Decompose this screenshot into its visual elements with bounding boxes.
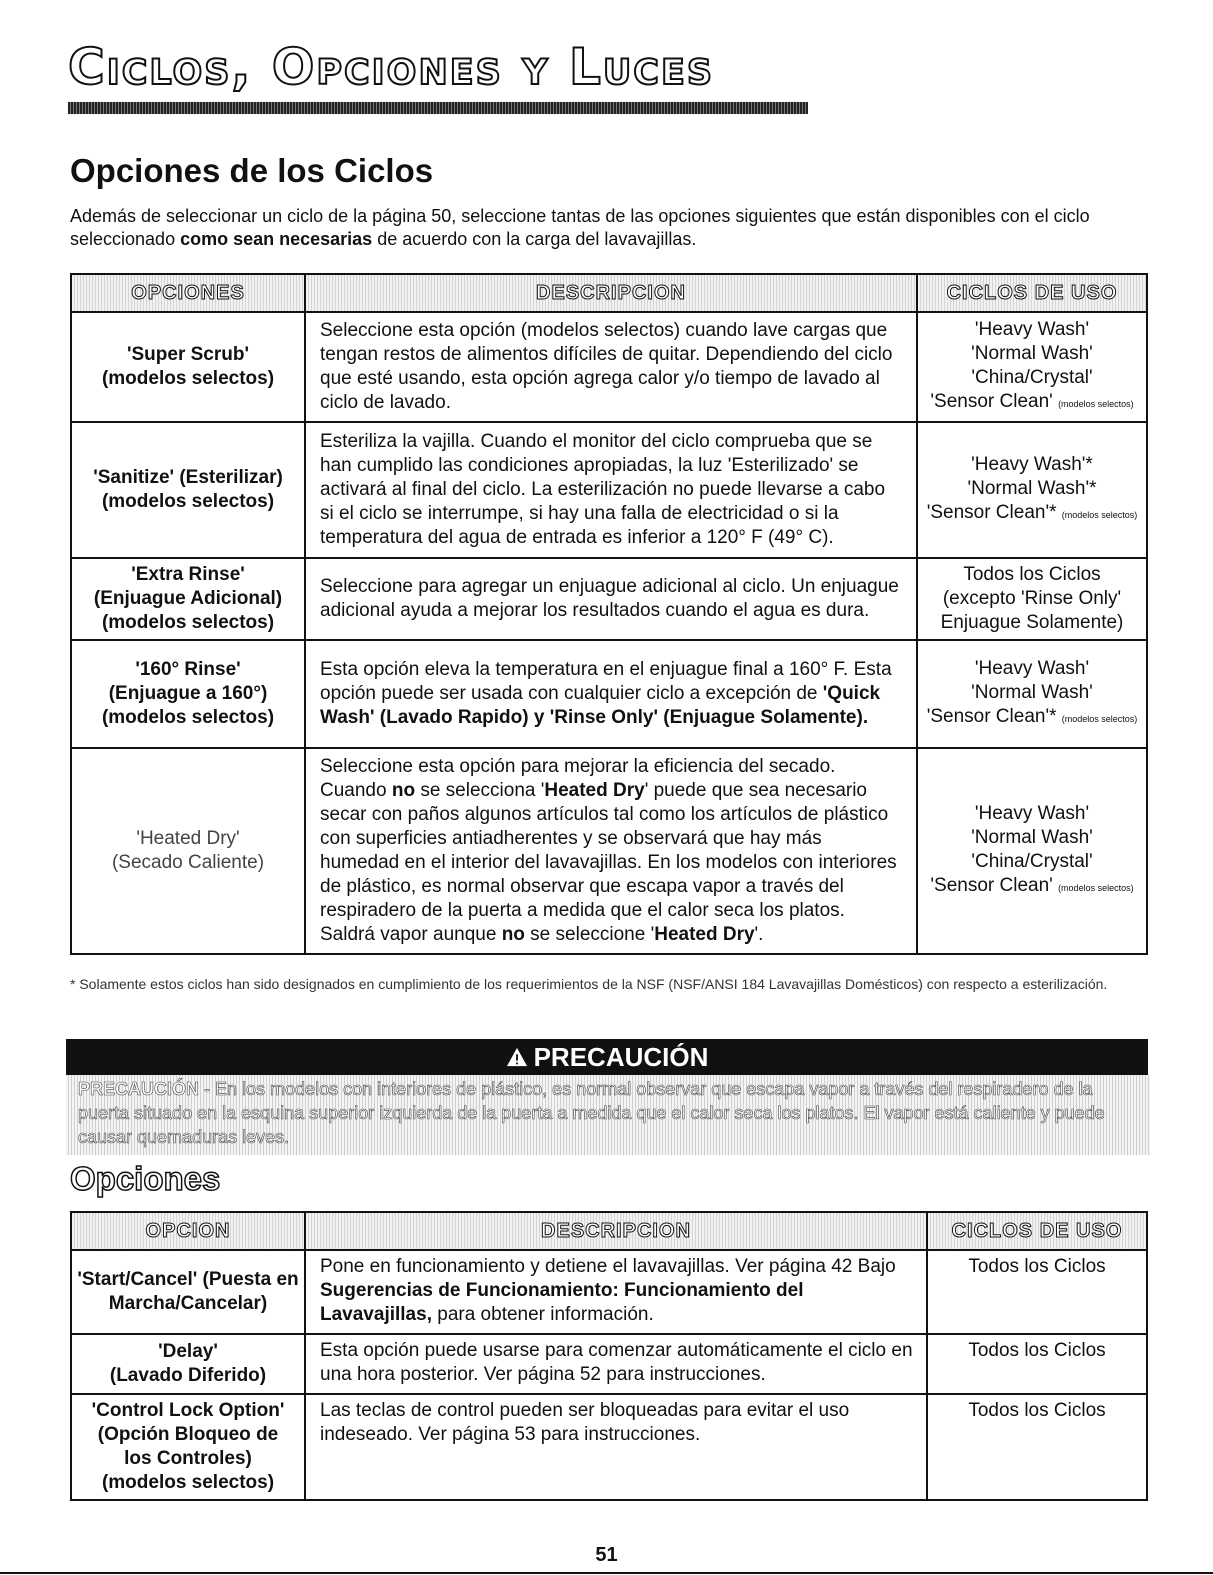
option-160-rinse: '160° Rinse' (Enjuague a 160°) (modelos selectos) [71,640,305,748]
cycles-heated-dry [917,748,1147,954]
cycles-sanitize [917,422,1147,558]
small-note: (modelos selectos) [1061,510,1138,520]
desc-text: para obtener información. [431,1304,654,1325]
warning-icon [506,1046,528,1068]
description-delay: Esta opción puede usarse para comenzar automáticamente el ciclo en una hora posterior. Ver página 52 para instrucciones. [305,1334,927,1394]
intro-bold-text: como sean necesarias [180,229,373,249]
description-start-cancel [305,1250,927,1334]
option-start-cancel: 'Start/Cancel' (Puesta en Marcha/Cancelar) [71,1250,305,1334]
caution-banner [66,1039,1148,1075]
cycles-list: 'Heavy Wash' 'Normal Wash' 'China/Crystal' [971,319,1093,388]
table-row [71,748,1147,954]
caution-lead: PRECAUCIÓN [78,1079,200,1099]
title-rule [68,102,808,114]
description-control-lock: Las teclas de control pueden ser bloqueadas para evitar el uso indeseado. Ver página 53 para instrucciones. [305,1394,927,1500]
description-sanitize: Esteriliza la vajilla. Cuando el monitor del ciclo comprueba que se han cumplido las condiciones apropiadas, la luz 'Esterilizado' se activará al final del ciclo. La esterilización no puede llevarse a cabo si el ciclo se interrumpe, si hay una falla de electricidad o si la temperatura del agua de entrada es inferior a 120° F (49° C). [305,422,917,558]
table-row [71,1394,1147,1500]
desc-bold-text: no [391,780,416,801]
cycles-list: 'Heavy Wash' 'Normal Wash' [971,658,1093,703]
cycles-start-cancel: Todos los Ciclos [927,1250,1147,1334]
desc-text: '. [754,924,764,945]
cycle-options-table [70,273,1148,955]
footnote: * Solamente estos ciclos han sido designados en cumplimiento de los requerimientos de la NSF (NSF/ANSI 184 Lavavajillas Domésticos) con respecto a esterilización. [70,976,1108,992]
cycles-sensor-clean: 'Sensor Clean'* [926,502,1062,523]
table-header-row [71,1212,1147,1250]
desc-text: se selecciona ' [415,780,545,801]
desc-bold-text: Sugerencias de Funcionamiento: Funcionamiento del Lavavajillas, [320,1280,804,1325]
page-title: Ciclos, Opciones y Luces [68,38,715,96]
cycles-160-rinse [917,640,1147,748]
option-sanitize: 'Sanitize' (Esterilizar) (modelos selectos) [71,422,305,558]
cycles-delay: Todos los Ciclos [927,1334,1147,1394]
desc-text: se seleccione ' [524,924,655,945]
cycles-super-scrub [917,312,1147,422]
cycles-sensor-clean: 'Sensor Clean'* [926,706,1062,727]
desc-text: Esta opción eleva la temperatura en el enjuague final a 160° F. Esta opción puede ser usada con cualquier ciclo a excepción de [320,659,892,704]
section-heading-cycle-options: Opciones de los Ciclos [70,152,434,189]
cycles-sensor-clean: 'Sensor Clean' [930,875,1059,896]
column-header-description: DESCRIPCION [305,274,917,312]
table-header-row [71,274,1147,312]
intro-paragraph [70,205,1150,251]
table-row [71,312,1147,422]
desc-text: ' puede que sea necesario secar con paños algunos artículos tal como los artículos de plástico con superficies antiadherentes y se observará que hay más humedad en el interior del lavavajillas. En los modelos con interiores de plástico, es normal observar que escapa vapor a través del respiradero de la puerta a medida que el calor seca los platos. Saldrá vapor aunque [320,780,897,945]
small-note: (modelos selectos) [1058,399,1134,409]
column-header-options: OPCIONES [71,274,305,312]
column-header-description: DESCRIPCION [305,1212,927,1250]
column-header-cycles: CICLOS DE USO [917,274,1147,312]
table-row [71,1250,1147,1334]
caution-banner-text: PRECAUCIÓN [533,1042,709,1072]
cycles-sensor-clean: 'Sensor Clean' [930,391,1059,412]
table-row [71,558,1147,640]
intro-text-end: de acuerdo con la carga del lavavajillas. [372,229,697,249]
option-extra-rinse: 'Extra Rinse' (Enjuague Adicional) (modelos selectos) [71,558,305,640]
table-row [71,422,1147,558]
cycles-extra-rinse: Todos los Ciclos (excepto 'Rinse Only' Enjuague Solamente) [917,558,1147,640]
description-super-scrub: Seleccione esta opción (modelos selectos) cuando lave cargas que tengan restos de alimentos difíciles de quitar. Dependiendo del ciclo que esté usando, esta opción agrega calor y/o tiempo de lavado al ciclo de lavado. [305,312,917,422]
table-row [71,640,1147,748]
caution-body-text: - En los modelos con interiores de plástico, es normal observar que escapa vapor a través del respiradero de la puerta situado en la esquina superior izquierda de la puerta a medida que el calor seca los platos. El vapor está caliente y puede causar quemaduras leves. [78,1079,1105,1147]
table-row [71,1334,1147,1394]
desc-bold-text: 'Quick Wash' (Lavado Rapido) y 'Rinse Only' (Enjuague Solamente). [320,683,881,728]
caution-text [66,1075,1150,1155]
desc-bold-text: Heated Dry [544,780,645,801]
column-header-option: OPCION [71,1212,305,1250]
small-note: (modelos selectos) [1061,714,1138,724]
cycles-list: 'Heavy Wash' 'Normal Wash' 'China/Crystal' [971,803,1093,872]
intro-text: Además de seleccionar un ciclo de la página 50, seleccione tantas de las opciones siguientes que están disponibles con el ciclo seleccionado [70,206,1090,249]
description-160-rinse [305,640,917,748]
section-heading-options: Opciones [70,1160,221,1197]
option-delay: 'Delay' (Lavado Diferido) [71,1334,305,1394]
option-heated-dry: 'Heated Dry' (Secado Caliente) [71,748,305,954]
desc-bold-text: Heated Dry [654,924,755,945]
column-header-cycles: CICLOS DE USO [927,1212,1147,1250]
option-super-scrub: 'Super Scrub' (modelos selectos) [71,312,305,422]
options-table [70,1211,1148,1501]
cycles-list: 'Heavy Wash'* 'Normal Wash'* [967,454,1097,499]
description-extra-rinse: Seleccione para agregar un enjuague adicional al ciclo. Un enjuague adicional ayuda a mejorar los resultados cuando el agua es dura. [305,558,917,640]
page-number: 51 [595,1544,618,1566]
desc-text: Seleccione esta opción para mejorar la eficiencia del secado. Cuando [320,756,836,801]
option-control-lock: 'Control Lock Option' (Opción Bloqueo de los Controles) (modelos selectos) [71,1394,305,1500]
description-heated-dry [305,748,917,954]
bottom-rule [0,1572,1213,1574]
desc-text: Pone en funcionamiento y detiene el lavavajillas. Ver página 42 Bajo [320,1256,896,1277]
desc-bold-text: no [501,924,525,945]
cycles-control-lock: Todos los Ciclos [927,1394,1147,1500]
small-note: (modelos selectos) [1058,883,1134,893]
